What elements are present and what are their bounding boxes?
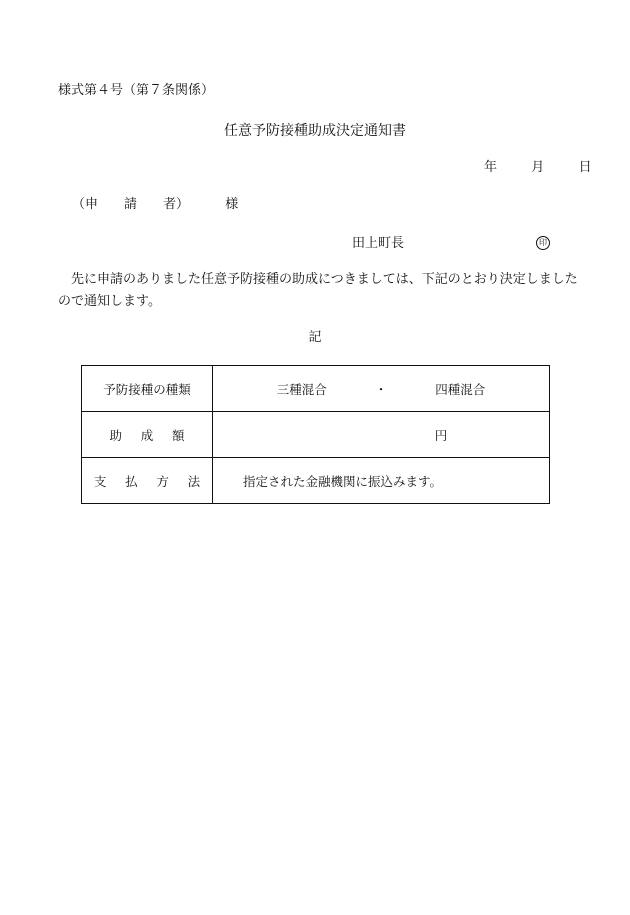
notice-body: 先に申請のありました任意予防接種の助成につきましては、下記のとおり決定しましたので通知します。: [58, 272, 578, 309]
date-line: [484, 161, 592, 174]
vaccine-option-three: 三種混合: [276, 381, 327, 397]
applicant-line: [72, 198, 238, 211]
issuer-name: 田上町長: [352, 236, 405, 251]
row-label-subsidy-amount: [82, 412, 213, 458]
payment-method-label: 支払方法: [93, 473, 219, 489]
document-title: 任意予防接種助成決定通知書: [224, 123, 406, 139]
yen-unit: 円: [434, 427, 448, 443]
table-row: [82, 366, 550, 412]
date-day: 日: [578, 160, 592, 175]
form-number: 様式第４号（第７条関係）: [58, 83, 215, 98]
applicant-honorific: 様: [225, 197, 239, 212]
vaccine-separator: ・: [374, 381, 388, 397]
row-label-payment-method: [82, 458, 219, 504]
subsidy-amount-label: 助成額: [109, 427, 204, 443]
date-year: 年: [484, 160, 498, 175]
row-label-vaccine-type: 予防接種の種類: [82, 366, 213, 412]
ki-heading: 記: [308, 330, 322, 345]
vaccine-option-four: 四種混合: [435, 381, 486, 397]
payment-method-cell: 指定された金融機関に振込みます。: [213, 458, 550, 504]
date-month: 月: [531, 160, 545, 175]
seal-mark: 印: [536, 236, 550, 250]
decision-table: [81, 365, 550, 504]
table-row: [82, 458, 550, 504]
applicant-label: （申 請 者）: [72, 197, 190, 212]
table-row: [82, 412, 550, 458]
subsidy-amount-cell: [213, 412, 550, 458]
vaccine-type-cell: [213, 366, 550, 412]
